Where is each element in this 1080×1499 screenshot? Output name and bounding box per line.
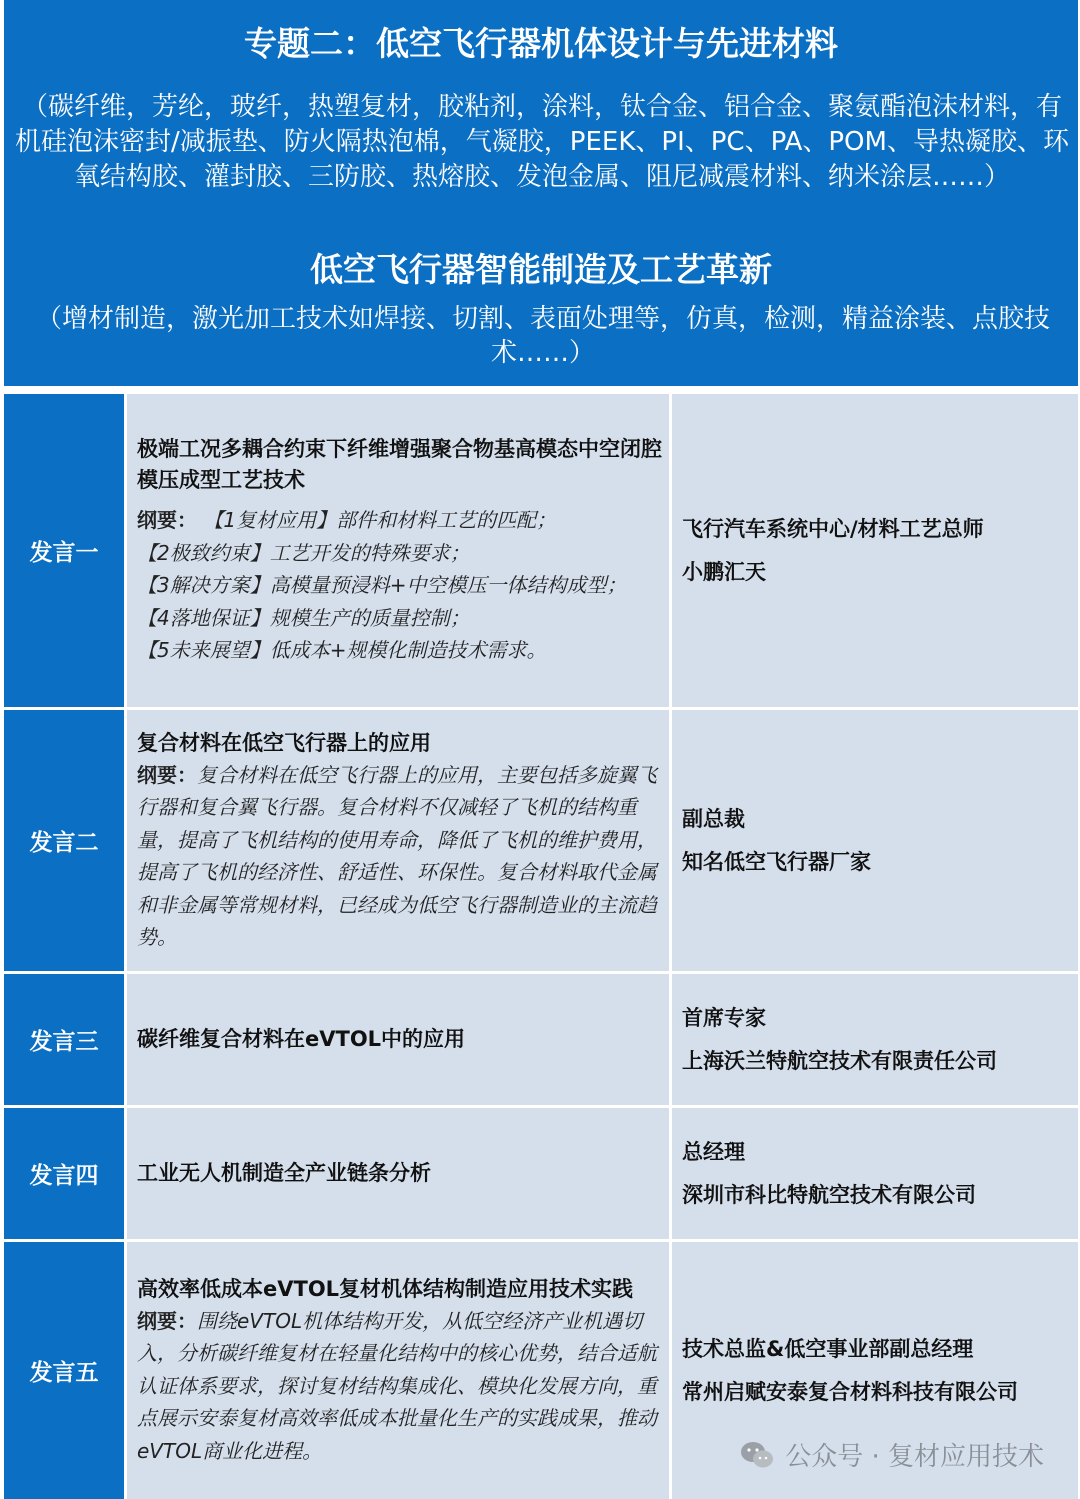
speaker-org: 上海沃兰特航空技术有限责任公司: [682, 1048, 997, 1073]
talk-title: 高效率低成本eVTOL复材机体结构制造应用技术实践: [137, 1276, 634, 1301]
talk-label: 发言四: [4, 1108, 124, 1239]
talk-title: 碳纤维复合材料在eVTOL中的应用: [137, 1027, 466, 1051]
watermark-text: 公众号 · 复材应用技术: [785, 1442, 1044, 1472]
speaker-role: 技术总监&低空事业部副总经理: [682, 1336, 974, 1361]
speaker-org: 常州启赋安泰复合材料科技有限公司: [682, 1379, 1018, 1404]
talk-speaker: [672, 974, 1078, 1105]
speaker-role: 总经理: [682, 1139, 745, 1164]
materials-list: （碳纤维，芳纶，玻纤，热塑复材，胶粘剂，涂料，钛合金、铝合金、聚氨酯泡沫材料，有机硅泡沫密封/减振垫、防火隔热泡棉，气凝胶，PEEK、PI、PC、PA、POM、导热凝胶、环氧结构胶、灌封胶、三防胶、热熔胶、发泡金属、阻尼减震材料、纳米涂层……）: [15, 92, 1069, 192]
summary-text: 复合材料在低空飞行器上的应用，主要包括多旋翼飞行器和复合翼飞行器。复合材料不仅减轻了飞机的结构重量，提高了飞机结构的使用寿命，降低了飞机的维护费用，提高了飞机的经济性、舒适性、环保性。复合材料取代金属和非金属等常规材料，已经成为低空飞行器制造业的主流趋势。: [137, 762, 657, 949]
speaker-org: 知名低空飞行器厂家: [682, 849, 871, 874]
summary-item: 【3解决方案】高模量预浸料+中空模压一体结构成型；: [137, 573, 627, 598]
talk-speaker: [672, 394, 1078, 707]
talk-topic: [127, 710, 669, 971]
talk-row: [4, 394, 1078, 710]
talk-title: 极端工况多耦合约束下纤维增强聚合物基高模态中空闭腔模压成型工艺技术: [137, 437, 662, 493]
talk-topic: [127, 394, 669, 707]
talk-topic: [127, 1242, 669, 1499]
topic-header: [4, 0, 1078, 386]
subtopic-title: 低空飞行器智能制造及工艺革新: [310, 250, 772, 289]
talk-speaker: [672, 710, 1078, 971]
summary-item: 【1复材应用】部件和材料工艺的匹配；: [203, 508, 557, 533]
talk-topic: [127, 1108, 669, 1239]
talk-summary: [137, 504, 663, 667]
talk-row: [4, 710, 1078, 974]
wechat-icon: [739, 1440, 775, 1470]
talk-label: 发言二: [4, 710, 124, 971]
talk-summary: [137, 1305, 663, 1468]
summary-label: 纲要：: [137, 508, 197, 533]
summary-text: 围绕eVTOL机体结构开发，从低空经济产业机遇切入，分析碳纤维复材在轻量化结构中的核心优势，结合适航认证体系要求，探讨复材结构集成化、模块化发展方向，重点展示安泰复材高效率低成本批量化生产的实践成果，推动eVTOL商业化进程。: [137, 1308, 657, 1463]
talk-title: 复合材料在低空飞行器上的应用: [137, 730, 431, 755]
talk-summary: [137, 759, 663, 954]
talk-title: 工业无人机制造全产业链条分析: [137, 1161, 431, 1185]
summary-label: 纲要：: [137, 1308, 197, 1333]
summary-item: 【5未来展望】低成本+规模化制造技术需求。: [137, 638, 547, 663]
summary-item: 【4落地保证】规模生产的质量控制；: [137, 605, 470, 630]
talk-label: 发言五: [4, 1242, 124, 1499]
talk-label: 发言三: [4, 974, 124, 1105]
watermark: [739, 1436, 1044, 1473]
speaker-role: 飞行汽车系统中心/材料工艺总师: [682, 516, 984, 541]
talk-speaker: [672, 1108, 1078, 1239]
talk-row: [4, 1108, 1078, 1242]
talk-row: [4, 974, 1078, 1108]
speaker-role: 副总裁: [682, 806, 745, 831]
summary-item: 【2极致约束】工艺开发的特殊要求；: [137, 540, 470, 565]
processes-list: （增材制造，激光加工技术如焊接、切割、表面处理等，仿真，检测，精益涂装、点胶技术……）: [35, 304, 1050, 368]
talk-label: 发言一: [4, 394, 124, 707]
speaker-org: 深圳市科比特航空技术有限公司: [682, 1182, 976, 1207]
summary-label: 纲要：: [137, 762, 197, 787]
topic-title: 专题二：低空飞行器机体设计与先进材料: [244, 24, 838, 63]
talk-topic: [127, 974, 669, 1105]
speaker-role: 首席专家: [682, 1005, 766, 1030]
speaker-org: 小鹏汇天: [682, 559, 766, 584]
